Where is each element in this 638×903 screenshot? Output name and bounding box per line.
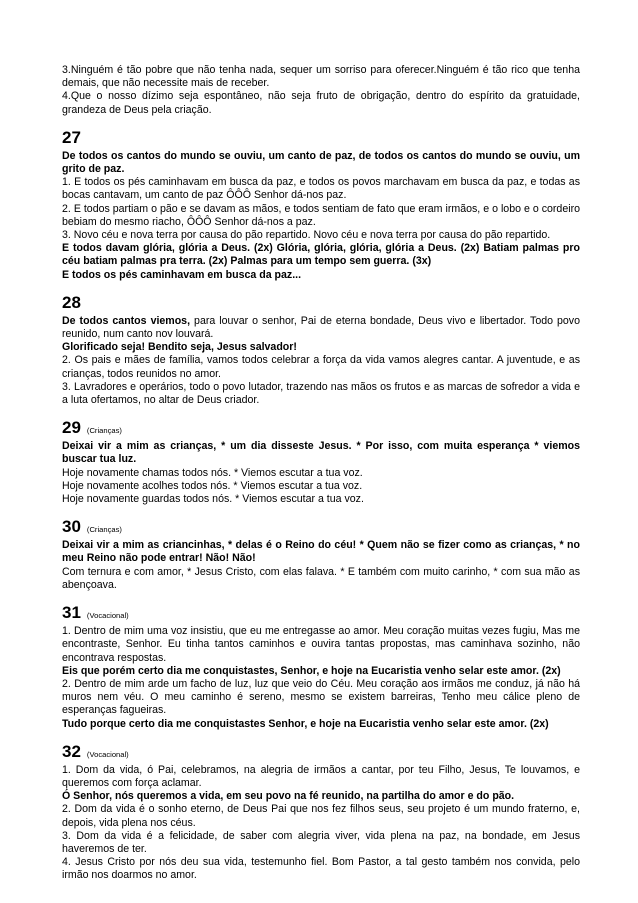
song-verse (62, 315, 580, 341)
song-verse: 3. Novo céu e nova terra por causa do pão repartido. Novo céu e nova terra por causa do pão repartido. (62, 229, 551, 242)
song-header (62, 418, 580, 438)
song-tag: (Vocacional) (86, 611, 129, 621)
song-29 (62, 418, 580, 506)
song-verse: 1. E todos os pés caminhavam em busca da paz, e todos os povos marchavam em busca da paz, e todas as bocas cantavam, um canto de paz ÔÔÔ Senhor dá-nos paz. (62, 176, 580, 202)
song-refrain: Tudo porque certo dia me conquistastes Senhor, e hoje na Eucaristia venho selar este amor. (2x) (62, 717, 549, 730)
song-refrain: Deixai vir a mim as criancinhas, * delas é o Reino do céu! * Quem não se fizer como as crianças, * no meu Reino não pode entrar! Não! Não! (62, 539, 580, 565)
song-verse: 1. Dentro de mim uma voz insistiu, que eu me entregasse ao amor. Meu coração muitas vezes fugiu, Mas me encontraste, Senhor. Eu tinha tantos caminhos e ouvira tantas propostas, mas caminhava sozinho, não encontrava respostas. (62, 625, 580, 664)
song-verse: 1. Dom da vida, ó Pai, celebramos, na alegria de irmãos a cantar, por teu Filho, Jesus, Te louvamos, e queremos com força aclamar. (62, 763, 580, 789)
song-verse: 4. Jesus Cristo por nós deu sua vida, testemunho fiel. Bom Pastor, a tal gesto também nos convida, pelo irmão nos doarmos no amor. (62, 856, 580, 882)
intro-section (62, 64, 580, 117)
song-lead: De todos cantos viemos, (62, 314, 191, 327)
song-refrain: Glorificado seja! Bendito seja, Jesus salvador! (62, 341, 297, 354)
song-verse: 2. Os pais e mães de família, vamos todos celebrar a força da vida vamos alegres cantar. A juventude, e as crianças, todos reunidos no amor. (62, 354, 580, 380)
song-header (62, 293, 580, 313)
song-tag: (Crianças) (86, 426, 122, 436)
song-refrain: Ó Senhor, nós queremos a vida, em seu povo na fé reunido, na partilha do amor e do pão. (62, 790, 515, 803)
song-number: 32 (62, 741, 81, 761)
intro-line: 3.Ninguém é tão pobre que não tenha nada, sequer um sorriso para oferecer.Ninguém é tão rico que tenha demais, que não necessite mais de receber. (62, 64, 580, 90)
song-refrain: Eis que porém certo dia me conquistastes, Senhor, e hoje na Eucaristia venho selar este amor. (2x) (62, 664, 561, 677)
song-number: 29 (62, 418, 81, 438)
song-verse: Hoje novamente guardas todos nós. * Viemos escutar a tua voz. (62, 493, 364, 506)
song-verse: 3. Lavradores e operários, todo o povo lutador, trazendo nas mãos os frutos e as marcas de sofredor a vida e a luta ofertamos, no altar de Deus criador. (62, 380, 580, 407)
intro-line: 4.Que o nosso dízimo seja espontâneo, não seja fruto de obrigação, dentro do espírito da gratuidade, grandeza de Deus pela criação. (62, 90, 580, 116)
song-verse: Hoje novamente chamas todos nós. * Viemos escutar a tua voz. (62, 466, 363, 479)
song-number: 28 (62, 292, 81, 312)
song-refrain: E todos os pés caminhavam em busca da paz... (62, 268, 302, 281)
song-verse: 2. Dentro de mim arde um facho de luz, luz que veio do Céu. Meu coração aos irmãos me conduz, já não há muros nem véu. O meu caminho é sereno, mesmo se existem barreiras, Tenho meu cálice pleno de esperanças fagueiras. (62, 677, 580, 717)
song-verse: Hoje novamente acolhes todos nós. * Viemos escutar a tua voz. (62, 479, 363, 492)
song-number: 27 (62, 127, 81, 147)
song-28 (62, 293, 580, 407)
song-refrain: E todos davam glória, glória a Deus. (2x) Glória, glória, glória, glória a Deus. (2x) Batiam palmas pro céu batiam palmas pra terra. (2x) Palmas para um tempo sem guerra. (3x) (62, 242, 580, 268)
song-verse: 3. Dom da vida é a felicidade, de saber com alegria viver, vida plena na paz, na bondade, em Jesus haveremos de ter. (62, 829, 580, 855)
song-tag: (Vocacional) (86, 749, 129, 759)
song-verse: 2. Dom da vida é o sonho eterno, de Deus Pai que nos fez filhos seus, seu projeto é um mundo fraterno, e, depois, vida plena nos céus. (62, 803, 580, 829)
song-header (62, 603, 580, 623)
song-refrain: De todos os cantos do mundo se ouviu, um canto de paz, de todos os cantos do mundo se ouviu, um grito de paz. (62, 149, 580, 176)
song-32 (62, 742, 580, 883)
song-31 (62, 603, 580, 731)
song-header (62, 517, 580, 537)
song-30 (62, 517, 580, 592)
song-header (62, 742, 580, 762)
song-27 (62, 128, 580, 282)
song-tag: (Crianças) (86, 525, 122, 535)
song-number: 30 (62, 517, 81, 537)
document-page (62, 64, 580, 883)
song-verse: Com ternura e com amor, * Jesus Cristo, com elas falava. * E também com muito carinho, * com sua mão as abençoava. (62, 565, 580, 591)
song-verse: 2. E todos partiam o pão e se davam as mãos, e todos sentiam de fato que eram irmãos, e o lobo e o cordeiro bebiam do mesmo riacho, ÔÔÔ Senhor dá-nos a paz. (62, 202, 580, 228)
song-number: 31 (62, 603, 81, 623)
song-verse-text: para louvar o senhor, Pai de eterna bondade, Deus vivo e libertador. Todo povo reunido, num canto nov louvará. (62, 314, 580, 341)
song-refrain: Deixai vir a mim as crianças, * um dia disseste Jesus. * Por isso, com muita esperança * viemos buscar tua luz. (62, 440, 580, 466)
song-header (62, 128, 580, 148)
